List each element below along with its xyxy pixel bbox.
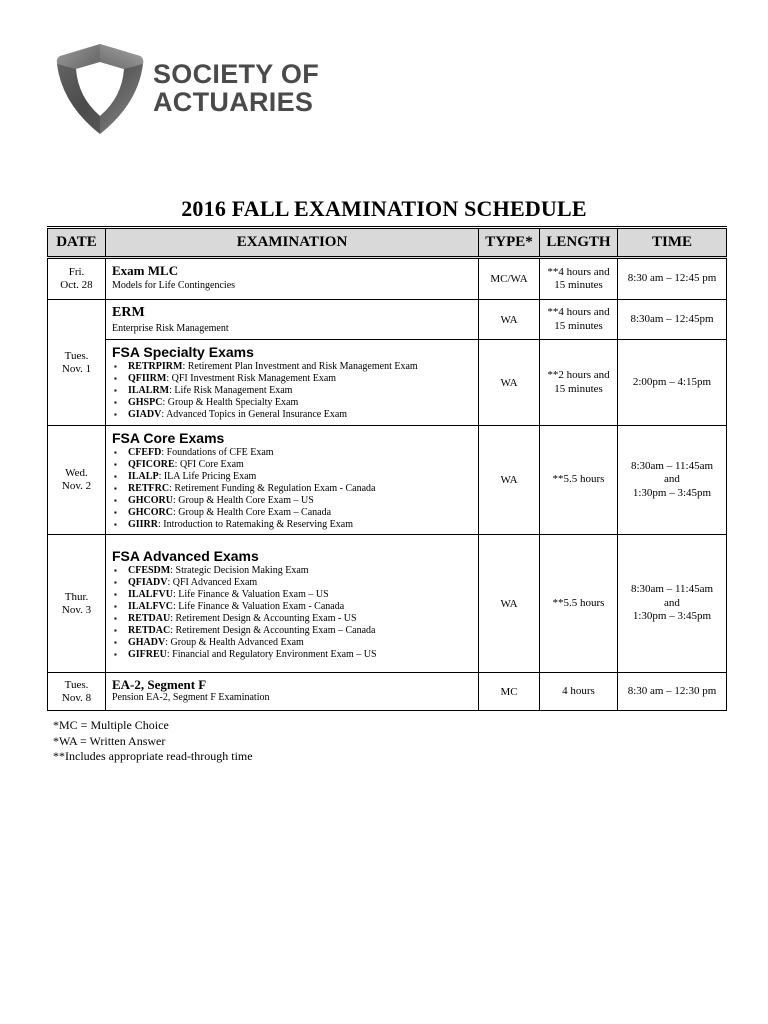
length-line: 4 hours <box>562 684 595 697</box>
length-line: **5.5 hours <box>552 596 605 609</box>
table-row <box>48 673 727 711</box>
exam-title: FSA Core Exams <box>112 430 225 446</box>
list-item: ▪ RETRPIRM: Retirement Plan Investment and Risk Management Exam <box>128 361 472 373</box>
time-line: 8:30 am – 12:30 pm <box>627 684 717 697</box>
date-value: Nov. 2 <box>61 480 92 492</box>
list-item: ▪ CFESDM: Strategic Decision Making Exam <box>128 565 472 577</box>
exam-cell <box>106 426 479 535</box>
header-type: TYPE* <box>479 228 540 258</box>
logo-line-2: ACTUARIES <box>153 87 314 117</box>
time-cell <box>618 300 727 340</box>
footnotes <box>53 718 253 765</box>
exam-subtitle: Models for Life Contingencies <box>112 280 236 291</box>
list-item: ▪ ILALRM: Life Risk Management Exam <box>128 385 472 397</box>
type-cell: WA <box>479 340 540 426</box>
length-cell <box>540 673 618 711</box>
list-item: ▪ CFEFD: Foundations of CFE Exam <box>128 447 472 459</box>
footnote-wa: *WA = Written Answer <box>53 733 166 748</box>
header-time: TIME <box>618 228 727 258</box>
exam-subtitle: Pension EA-2, Segment F Examination <box>112 692 270 703</box>
time-line: 1:30pm – 3:45pm <box>632 610 712 623</box>
exam-list <box>112 361 472 421</box>
date-day: Tues. <box>64 349 89 362</box>
time-cell <box>618 673 727 711</box>
list-item: ▪ GIADV: Advanced Topics in General Insurance Exam <box>128 409 472 421</box>
exam-cell <box>106 340 479 426</box>
time-line: and <box>664 473 680 486</box>
date-day: Wed. <box>65 467 88 479</box>
list-item: ▪ GHCORU: Group & Health Core Exam – US <box>128 495 472 507</box>
length-cell <box>540 258 618 300</box>
date-value: Nov. 1 <box>61 362 92 375</box>
footnote-mc: *MC = Multiple Choice <box>53 718 169 732</box>
date-cell <box>48 535 106 673</box>
time-cell <box>618 340 727 426</box>
length-cell <box>540 340 618 426</box>
date-value: Oct. 28 <box>60 279 93 291</box>
time-cell <box>618 426 727 535</box>
exam-title: FSA Advanced Exams <box>112 547 259 564</box>
date-cell <box>48 300 106 426</box>
table-row <box>48 340 727 426</box>
time-line: 2:00pm – 4:15pm <box>632 375 712 388</box>
length-cell <box>540 426 618 535</box>
list-item: ▪ ILALP: ILA Life Pricing Exam <box>128 471 472 483</box>
length-line: **4 hours and <box>547 265 610 278</box>
list-item: ▪ RETDAU: Retirement Design & Accounting Exam - US <box>128 613 472 625</box>
date-value: Nov. 8 <box>61 691 92 704</box>
list-item: ▪ ILALFVU: Life Finance & Valuation Exam – US <box>128 589 472 601</box>
list-item: ▪ ILALFVC: Life Finance & Valuation Exam - Canada <box>128 601 472 613</box>
list-item: ▪ QFIADV: QFI Advanced Exam <box>128 577 472 589</box>
exam-title: FSA Specialty Exams <box>112 344 254 360</box>
type-cell: WA <box>479 535 540 673</box>
time-line: 1:30pm – 3:45pm <box>632 486 712 499</box>
header-date: DATE <box>48 228 106 258</box>
time-line: 8:30am – 11:45am <box>630 459 714 472</box>
header-examination: EXAMINATION <box>106 228 479 258</box>
table-row <box>48 300 727 340</box>
exam-cell <box>106 535 479 673</box>
time-line: 8:30am – 12:45pm <box>630 312 714 325</box>
list-item: ▪ GHADV: Group & Health Advanced Exam <box>128 637 472 649</box>
type-cell: MC <box>479 673 540 711</box>
length-line: 15 minutes <box>554 382 603 395</box>
time-cell <box>618 535 727 673</box>
exam-title: Exam MLC <box>112 263 179 278</box>
table-row <box>48 426 727 535</box>
date-value: Nov. 3 <box>61 603 92 616</box>
length-cell <box>540 535 618 673</box>
exam-subtitle: Enterprise Risk Management <box>112 323 229 334</box>
exam-schedule-table <box>47 226 727 711</box>
type-cell: WA <box>479 300 540 340</box>
length-line: **2 hours and <box>547 369 610 381</box>
shield-logo-icon <box>52 42 148 137</box>
list-item: ▪ GHSPC: Group & Health Specialty Exam <box>128 397 472 409</box>
list-item: ▪ GIIRR: Introduction to Ratemaking & Reserving Exam <box>128 519 472 531</box>
length-line: 15 minutes <box>554 279 603 291</box>
society-of-actuaries-logo <box>52 42 322 137</box>
length-line: **5.5 hours <box>552 473 605 486</box>
date-cell <box>48 426 106 535</box>
date-day: Thur. <box>64 590 89 603</box>
list-item: ▪ QFICORE: QFI Core Exam <box>128 459 472 471</box>
exam-title: EA-2, Segment F <box>112 677 207 692</box>
time-line: and <box>664 596 680 609</box>
time-line: 8:30am – 11:45am <box>630 583 714 596</box>
exam-cell <box>106 673 479 711</box>
date-cell <box>48 673 106 711</box>
exam-list <box>112 447 472 531</box>
date-day: Fri. <box>68 266 85 278</box>
type-cell: MC/WA <box>479 258 540 300</box>
time-line: 8:30 am – 12:45 pm <box>627 272 717 285</box>
list-item: ▪ QFIIRM: QFI Investment Risk Management Exam <box>128 373 472 385</box>
list-item: ▪ GIFREU: Financial and Regulatory Environment Exam – US <box>128 649 472 661</box>
exam-cell <box>106 258 479 300</box>
list-item: ▪ RETFRC: Retirement Funding & Regulation Exam - Canada <box>128 483 472 495</box>
page-title: 2016 FALL EXAMINATION SCHEDULE <box>181 196 587 221</box>
exam-list <box>112 565 472 661</box>
length-cell <box>540 300 618 340</box>
date-day: Tues. <box>64 678 89 691</box>
list-item: ▪ GHCORC: Group & Health Core Exam – Canada <box>128 507 472 519</box>
table-row <box>48 258 727 300</box>
length-line: **4 hours and <box>547 306 610 318</box>
table-row <box>48 535 727 673</box>
header-length: LENGTH <box>540 228 618 258</box>
type-cell: WA <box>479 426 540 535</box>
footnote-read-through: **Includes appropriate read-through time <box>53 749 253 763</box>
table-header-row <box>48 228 727 258</box>
logo-line-1: SOCIETY OF <box>153 59 320 89</box>
length-line: 15 minutes <box>554 319 603 332</box>
time-cell <box>618 258 727 300</box>
list-item: ▪ RETDAC: Retirement Design & Accounting Exam – Canada <box>128 625 472 637</box>
exam-cell <box>106 300 479 340</box>
date-cell <box>48 258 106 300</box>
exam-title: ERM <box>112 305 145 320</box>
